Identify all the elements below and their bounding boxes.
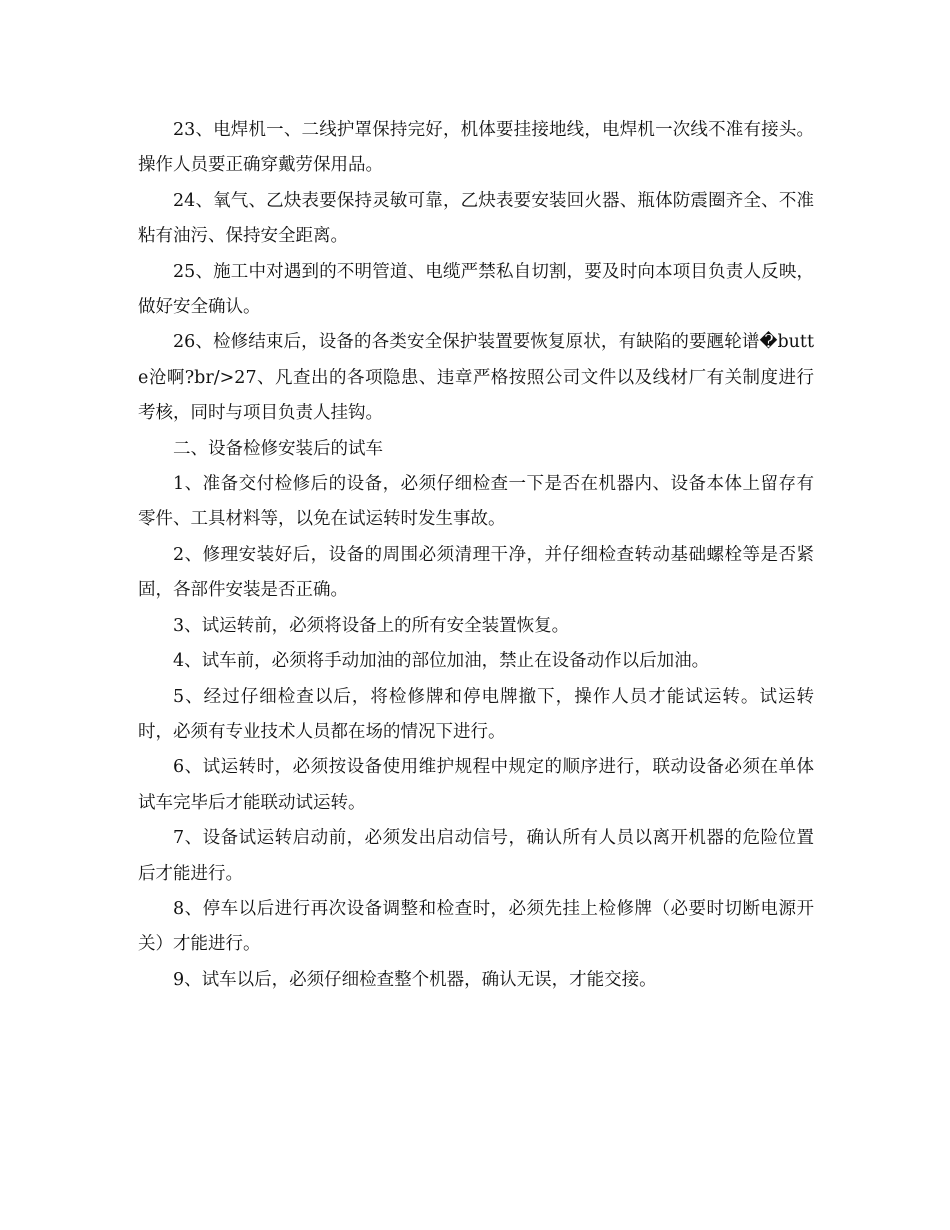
paragraph-item-4: 4、试车前，必须将手动加油的部位加油，禁止在设备动作以后加油。: [173, 651, 710, 672]
paragraph-item-6: 6、试运转时，必须按设备使用维护规程中规定的顺序进行，联动设备必须在单体试车完毕后才能联动试运转。: [138, 757, 814, 813]
paragraph-item-5: 5、经过仔细检查以后，将检修牌和停电牌撤下，操作人员才能试运转。试运转时，必须有专业技术人员都在场的情况下进行。: [138, 686, 814, 742]
paragraph-item-7: 7、设备试运转启动前，必须发出启动信号，确认所有人员以离开机器的危险位置后才能进行。: [138, 828, 814, 884]
document-body: [138, 113, 814, 998]
paragraph-item-8: 8、停车以后进行再次设备调整和检查时，必须先挂上检修牌（必要时切断电源开关）才能进行。: [138, 898, 814, 955]
paragraph-item-9: 9、试车以后，必须仔细检查整个机器，确认无误，才能交接。: [173, 969, 657, 990]
paragraph-item-24: 24、氧气、乙炔表要保持灵敏可靠，乙炔表要安装回火器、瓶体防震圈齐全、不准粘有油污、保持安全距离。: [138, 190, 814, 247]
paragraph-item-1: 1、准备交付检修后的设备，必须仔细检查一下是否在机器内、设备本体上留存有零件、工具材料等，以免在试运转时发生事故。: [138, 474, 814, 530]
paragraph-item-25: 25、施工中对遇到的不明管道、电缆严禁私自切割，要及时向本项目负责人反映，做好安全确认。: [138, 261, 814, 318]
paragraph-item-23: 23、电焊机一、二线护罩保持完好，机体要挂接地线，电焊机一次线不准有接头。操作人员要正确穿戴劳保用品。: [138, 120, 814, 176]
section-heading: 二、设备检修安装后的试车: [173, 438, 383, 459]
paragraph-item-3: 3、试运转前，必须将设备上的所有安全装置恢复。: [173, 615, 570, 636]
paragraph-item-26-27: 26、检修结束后，设备的各类安全保护装置要恢复原状，有缺陷的要甅轮谱�butte沧啊?br/>27、凡查出的各项隐患、违章严格按照公司文件以及线材厂有关制度进行考核，同时与项目负责人挂钩。: [138, 332, 814, 424]
paragraph-item-2: 2、修理安装好后，设备的周围必须清理干净，并仔细检查转动基础螺栓等是否紧固，各部件安装是否正确。: [138, 544, 814, 601]
